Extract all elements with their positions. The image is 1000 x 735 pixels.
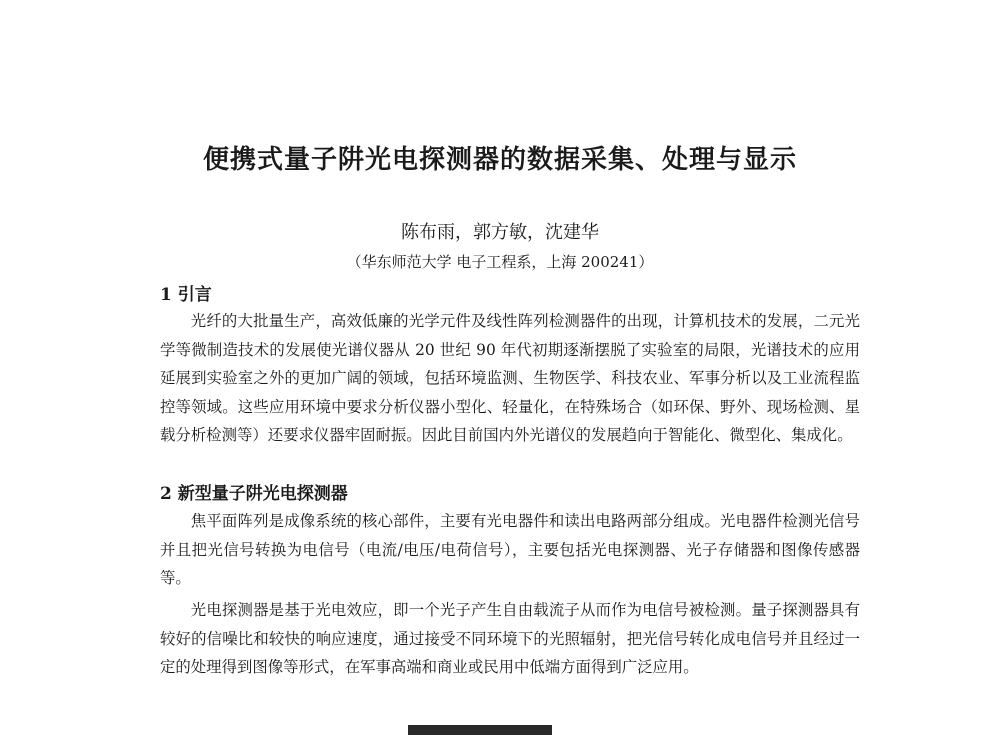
paragraph: 光电探测器是基于光电效应，即一个光子产生自由载流子从而作为电信号被检测。量子探测器具有较好的信噪比和较快的响应速度，通过接受不同环境下的光照辐射，把光信号转化成电信号并且经过一定的处理得到图像等形式，在军事高端和商业或民用中低端方面得到广泛应用。 xyxy=(160,601,860,677)
paragraph: 光纤的大批量生产，高效低廉的光学元件及线性阵列检测器件的出现，计算机技术的发展，二元光学等微制造技术的发展使光谱仪器从 20 世纪 90 年代初期逐渐摆脱了实验室的局限，光谱技术的应用延展到实验室之外的更加广阔的领域，包括环境监测、生物医学、科技农业、军事分析以及工业流程监控等领域。这些应用环境中要求分析仪器小型化、轻量化，在特殊场合（如环保、野外、现场检测、星载分析检测等）还要求仪器牢固耐振。因此目前国内外光谱仪的发展趋向于智能化、微型化、集成化。 xyxy=(160,312,860,445)
figure-top-edge xyxy=(408,725,552,735)
paper-title: 便携式量子阱光电探测器的数据采集、处理与显示 xyxy=(202,145,797,175)
authors: 陈布雨，郭方敏，沈建华 xyxy=(401,222,599,243)
affiliation: （华东师范大学 电子工程系，上海 200241） xyxy=(346,253,654,271)
paragraph: 焦平面阵列是成像系统的核心部件，主要有光电器件和读出电路两部分组成。光电器件检测光信号并且把光信号转换为电信号（电流/电压/电荷信号），主要包括光电探测器、光子存储器和图像传感器等。 xyxy=(160,512,860,588)
section-heading-detector: 2 新型量子阱光电探测器 xyxy=(160,484,348,504)
section-heading-introduction: 1 引言 xyxy=(160,285,212,305)
